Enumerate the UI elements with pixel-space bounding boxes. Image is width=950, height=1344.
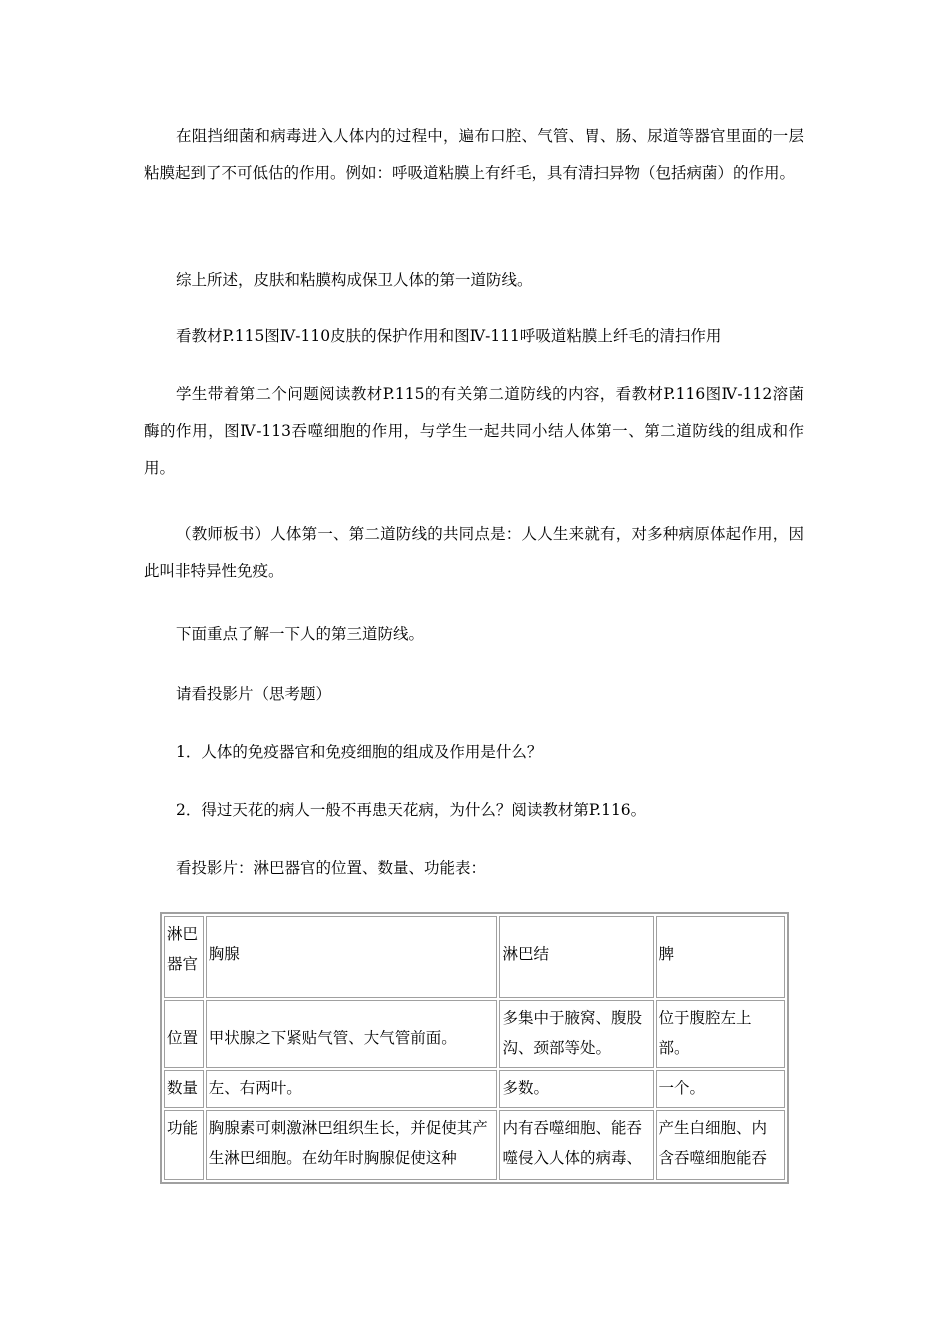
table-cell: 产生白细胞、内含吞噬细胞能吞 — [656, 1110, 786, 1180]
paragraph-slide-intro: 请看投影片（思考题） — [176, 685, 332, 703]
table-cell: 甲状腺之下紧贴气管、大气管前面。 — [206, 1000, 498, 1068]
table-header-row — [164, 916, 785, 998]
table-cell: 内有吞噬细胞、能吞噬侵入人体的病毒、 — [499, 1110, 653, 1180]
table-cell: 位于腹腔左上部。 — [656, 1000, 786, 1068]
header-cell-spleen: 脾 — [656, 916, 786, 998]
paragraph-mucosa: 在阻挡细菌和病毒进入人体内的过程中，遍布口腔、气管、胃、肠、尿道等器官里面的一层粘膜起到了不可低估的作用。例如：呼吸道粘膜上有纤毛，具有清扫异物（包括病菌）的作用。 — [144, 127, 804, 182]
table-cell: 多数。 — [499, 1070, 653, 1108]
header-cell-lymph-node: 淋巴结 — [499, 916, 653, 998]
paragraph-summary: 综上所述，皮肤和粘膜构成保卫人体的第一道防线。 — [176, 271, 533, 289]
lymph-organ-table — [160, 912, 789, 1184]
row-label-function: 功能 — [164, 1110, 204, 1180]
header-cell-thymus: 胸腺 — [206, 916, 498, 998]
paragraph-second-defense: 学生带着第二个问题阅读教材P.115的有关第二道防线的内容，看教材P.116图Ⅳ-112溶菌酶的作用，图Ⅳ-113吞噬细胞的作用，与学生一起共同小结人体第一、第二道防线的组成和作用。 — [144, 385, 804, 477]
question-1: 1．人体的免疫器官和免疫细胞的组成及作用是什么？ — [176, 743, 543, 761]
paragraph-third-defense: 下面重点了解一下人的第三道防线。 — [176, 625, 425, 643]
table-cell: 多集中于腋窝、腹股沟、颈部等处。 — [499, 1000, 653, 1068]
question-2: 2．得过天花的病人一般不再患天花病，为什么？阅读教材第P.116。 — [176, 801, 647, 819]
table-row — [164, 1000, 785, 1068]
table-cell: 左、右两叶。 — [206, 1070, 498, 1108]
table-cell: 一个。 — [656, 1070, 786, 1108]
table-row — [164, 1070, 785, 1108]
table-row — [164, 1110, 785, 1180]
paragraph-textbook-figures: 看教材P.115图Ⅳ-110皮肤的保护作用和图Ⅳ-111呼吸道粘膜上纤毛的清扫作用 — [176, 327, 722, 345]
row-label-position: 位置 — [164, 1000, 204, 1068]
row-label-quantity: 数量 — [164, 1070, 204, 1108]
table-cell: 胸腺素可刺激淋巴组织生长，并促使其产生淋巴细胞。在幼年时胸腺促使这种 — [206, 1110, 498, 1180]
paragraph-teacher-note: （教师板书）人体第一、第二道防线的共同点是：人人生来就有，对多种病原体起作用，因此叫非特异性免疫。 — [144, 525, 804, 580]
paragraph-table-intro: 看投影片：淋巴器官的位置、数量、功能表： — [176, 859, 487, 877]
header-cell-organ: 淋巴器官 — [164, 916, 204, 998]
